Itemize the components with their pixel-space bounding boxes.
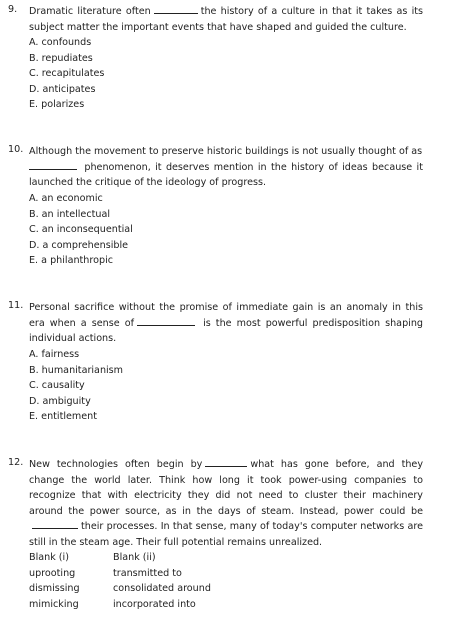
answer-options xyxy=(29,347,123,425)
blank-i-choice[interactable]: mimicking xyxy=(29,598,79,610)
answer-blank-i xyxy=(205,457,247,467)
blank-ii-choice[interactable]: incorporated into xyxy=(113,598,196,610)
question-number: 9. xyxy=(8,4,18,15)
question-number: 10. xyxy=(8,144,24,155)
question-number: 11. xyxy=(8,300,24,311)
answer-option-b[interactable]: B. an intellectual xyxy=(29,208,110,220)
blank-choices-table xyxy=(29,550,211,612)
question-stem xyxy=(29,457,423,551)
blank-choices-header-row xyxy=(29,550,211,566)
answer-options xyxy=(29,191,133,269)
stem-text: is the most powerful predisposition shaping individual actions. xyxy=(29,317,423,345)
answer-option-c[interactable]: C. causality xyxy=(29,380,85,391)
question-stem xyxy=(29,144,423,191)
answer-blank xyxy=(154,4,198,14)
question-stem xyxy=(29,4,423,35)
answer-option-e[interactable]: E. entitlement xyxy=(29,411,97,422)
blank-i-choice[interactable]: uprooting xyxy=(29,567,76,579)
blank-i-choice[interactable]: dismissing xyxy=(29,583,80,594)
blank-ii-choice[interactable]: transmitted to xyxy=(113,567,182,579)
blank-ii-choice[interactable]: consolidated around xyxy=(113,583,211,594)
answer-blank xyxy=(29,160,77,170)
answer-option-d[interactable]: D. anticipates xyxy=(29,83,96,95)
blank-ii-header: Blank (ii) xyxy=(113,552,156,563)
answer-option-c[interactable]: C. recapitulates xyxy=(29,68,105,79)
answer-option-b[interactable]: B. repudiates xyxy=(29,52,93,64)
question-stem xyxy=(29,300,423,347)
stem-text: phenomenon, it deserves mention in the history of ideas because it launched the critique of the ideology of progress. xyxy=(29,161,423,189)
blank-i-header: Blank (i) xyxy=(29,552,69,563)
answer-blank xyxy=(137,316,195,326)
stem-text: what has gone before, and they change the world later. Think how long it took power-using companies to recognize that with electricity they did not need to cluster their machinery around the power source, as in the days of steam. Instead, power could be xyxy=(29,459,423,517)
stem-text: their processes. In that sense, many of today's computer networks are still in the steam age. Their full potential remains unrealized. xyxy=(29,521,423,548)
answer-option-a[interactable]: A. confounds xyxy=(29,37,92,48)
stem-text: Dramatic literature often xyxy=(29,6,151,17)
blank-choices-row xyxy=(29,597,211,613)
stem-text: New technologies often begin by xyxy=(29,459,203,470)
answer-options xyxy=(29,35,104,113)
stem-text: Personal sacrifice without the promise of immediate gain is an anomaly in this era when a sense of xyxy=(29,302,423,329)
answer-blank-ii xyxy=(32,519,78,529)
blank-choices-row xyxy=(29,566,211,582)
answer-option-a[interactable]: A. fairness xyxy=(29,349,80,360)
answer-option-b[interactable]: B. humanitarianism xyxy=(29,364,124,376)
question-number: 12. xyxy=(8,457,24,468)
answer-option-e[interactable]: E. polarizes xyxy=(29,99,85,110)
stem-text: the history of a culture in that it takes as its subject matter the important events that have shaped and guided the culture. xyxy=(29,6,423,33)
answer-option-a[interactable]: A. an economic xyxy=(29,193,103,204)
answer-option-c[interactable]: C. an inconsequential xyxy=(29,224,133,235)
answer-option-d[interactable]: D. a comprehensible xyxy=(29,239,129,251)
blank-choices-row xyxy=(29,581,211,597)
stem-text: Although the movement to preserve historic buildings is not usually thought of as xyxy=(29,146,423,157)
answer-option-e[interactable]: E. a philanthropic xyxy=(29,255,114,266)
answer-option-d[interactable]: D. ambiguity xyxy=(29,395,91,407)
